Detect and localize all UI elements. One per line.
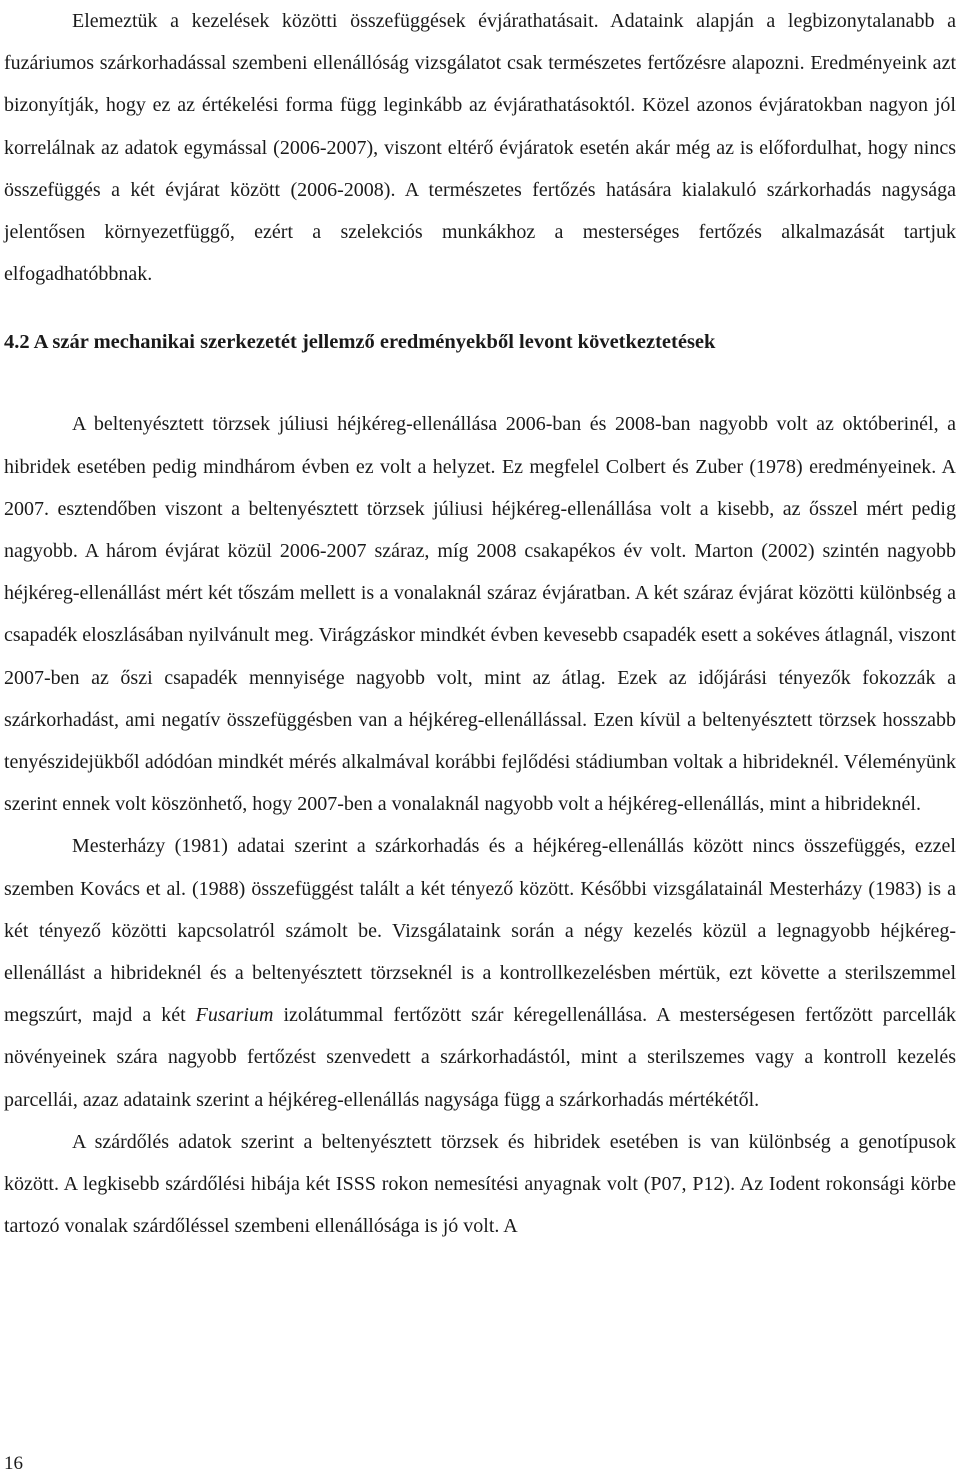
- paragraph-text-segment: Mesterházy (1981) adatai szerint a szárkorhadás és a héjkéreg-ellenállás között nincs összefüggés, ezzel szemben Kovács et al. (1988) összefüggést talált a két tényező között. Későbbi vizsgálatainál Mesterházy (1983) is a két tényező közötti kapcsolatról számolt be. Vizsgálataink során a négy kezelés közül a legnagyobb héjkéreg-ellenállást a hibrideknél és a beltenyésztett törzseknél is a kontrollkezelésben mértük, ezt követte a sterilszemmel megszúrt, majd a két: [4, 835, 956, 1027]
- spacer: [4, 363, 956, 403]
- spacer: [4, 295, 956, 321]
- intro-paragraph: Elemeztük a kezelések közötti összefüggések évjárathatásait. Adataink alapján a legbizonytalanabb a fuzáriumos szárkorhadással szembeni ellenállóság vizsgálatot csak természetes fertőzésre alapozni. Eredményeink azt bizonyítják, hogy ez az értékelési forma függ leginkább az évjárathatásoktól. Közel azonos évjáratokban nagyon jól korrelálnak az adatok egymással (2006-2007), viszont eltérő évjáratok esetén akár még az is előfordulhat, hogy nincs összefüggés a két évjárat között (2006-2008). A természetes fertőzés hatására kialakuló szárkorhadás nagysága jelentősen környezetfüggő, ezért a szelekciós munkákhoz a mesterséges fertőzés alkalmazását tartjuk elfogadhatóbbnak.: [4, 10, 956, 286]
- section-paragraph-3: A szárdőlés adatok szerint a beltenyésztett törzsek és hibridek esetében is van különbség a genotípusok között. A legkisebb szárdőlési hibája két ISSS rokon nemesítési anyagnak volt (P07, P12). Az Iodent rokonsági körbe tartozó vonalak szárdőléssel szembeni ellenállósága is jó volt. A: [4, 1130, 956, 1238]
- section-paragraph-1: A beltenyésztett törzsek júliusi héjkéreg-ellenállása 2006-ban és 2008-ban nagyobb volt az októberinél, a hibridek esetében pedig mindhárom évben ez volt a helyzet. Ez megfelel Colbert és Zuber (1978) eredményeinek. A 2007. esztendőben viszont a beltenyésztett törzsek júliusi héjkéreg-ellenállása volt a kisebb, az ősszel mért pedig nagyobb. A három évjárat közül 2006-2007 száraz, míg 2008 csakapékos év volt. Marton (2002) szintén nagyobb héjkéreg-ellenállást mért két tőszám mellett is a vonalaknál száraz évjáratban. A két száraz évjárat közötti különbség a csapadék eloszlásában nyilvánult meg. Virágzáskor mindkét évben kevesebb csapadék esett a sokéves átlagnál, viszont 2007-ben az őszi csapadék mennyisége nagyobb volt, mint az átlag. Ezek az időjárási tényezők fokozzák a szárkorhadást, ami negatív összefüggésben van a héjkéreg-ellenállással. Ezen kívül a beltenyésztett törzsek hosszabb tenyészidejükből adódóan mindkét mérés alkalmával korábbi fejlődési stádiumban voltak a hibrideknél. Véleményünk szerint ennek volt köszönhető, hogy 2007-ben a vonalaknál nagyobb volt a héjkéreg-ellenállás, mint a hibrideknél.: [4, 413, 956, 816]
- page-body: [4, 0, 956, 1247]
- section-heading: 4.2 A szár mechanikai szerkezetét jellemző eredményekből levont következtetések: [4, 331, 716, 354]
- section-paragraph-2: [4, 825, 956, 1120]
- paragraph-text-segment: izolátummal fertőzött szár kéregellenállása. A mesterségesen fertőzött parcellák növényeinek szára nagyobb fertőzést szenvedett a szárkorhadástól, mint a sterilszemes vagy a kontroll kezelés parcellái, azaz adataink szerint a héjkéreg-ellenállás nagysága függ a szárkorhadás mértékétől.: [4, 1004, 956, 1111]
- species-name-italic: Fusarium: [195, 1004, 274, 1027]
- page-number: 16: [4, 1453, 23, 1474]
